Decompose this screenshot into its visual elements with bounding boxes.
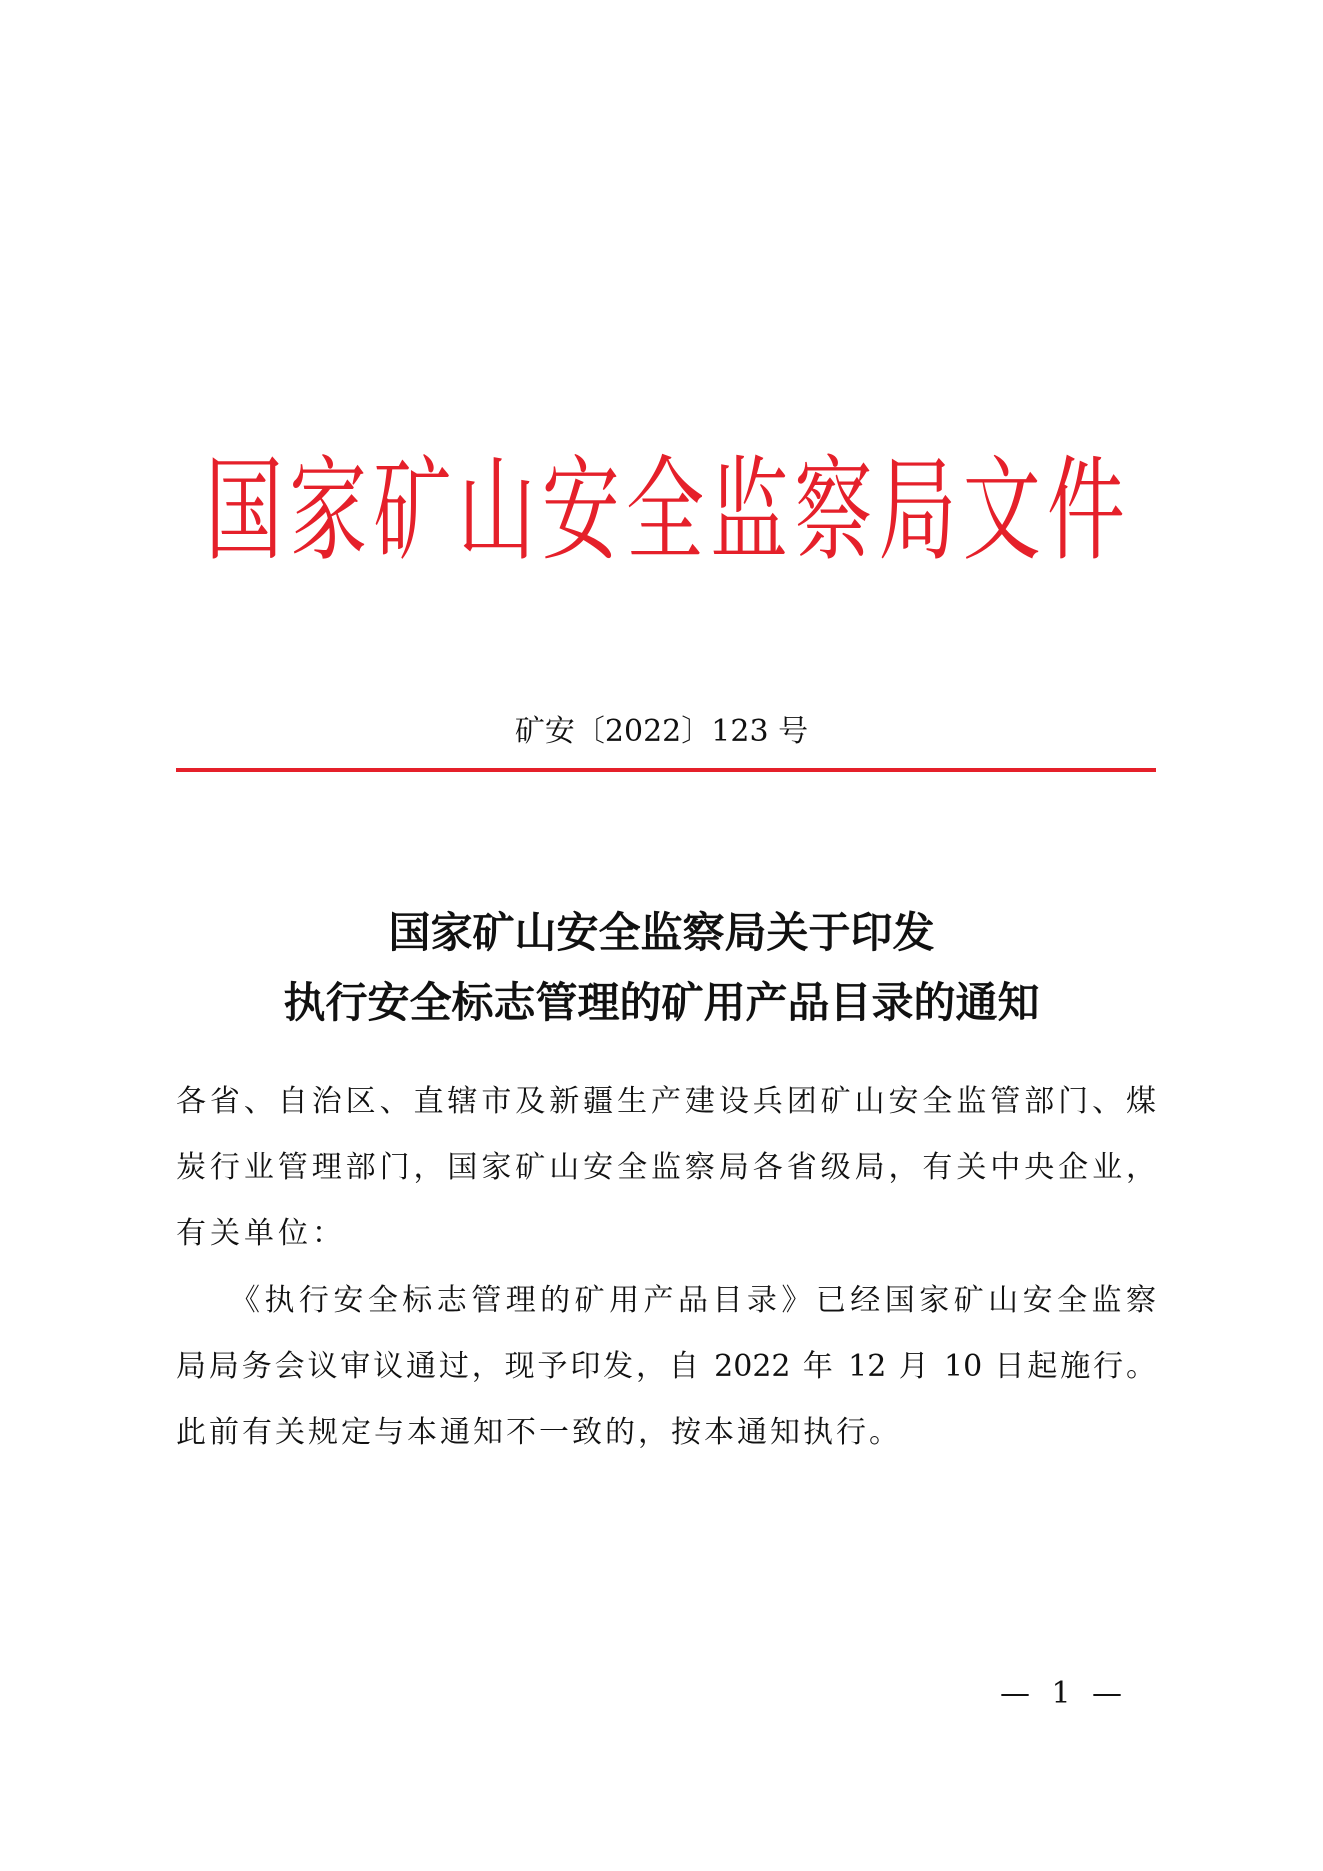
masthead-char: 全 [625, 446, 704, 578]
addressee-line-2: 炭行业管理部门，国家矿山安全监察局各省级局，有关中央企业， [176, 1150, 1156, 1185]
document-title-line-1: 国家矿山安全监察局关于印发 [388, 908, 935, 957]
masthead-char: 察 [794, 446, 873, 578]
addressee-line-3: 有关单位： [176, 1216, 346, 1251]
page-number-value: 1 [1051, 1676, 1071, 1711]
masthead-char: 文 [962, 446, 1041, 578]
page-dash-left: — [1000, 1676, 1030, 1711]
body-paragraph-line-2: 局局务会议审议通过，现予印发，自 2022 年 12 月 10 日起施行。 [176, 1349, 1156, 1384]
page-dash-right: — [1092, 1676, 1122, 1711]
body-paragraph-line-1: 《执行安全标志管理的矿用产品目录》已经国家矿山安全监察 [230, 1283, 1156, 1318]
masthead-char: 监 [710, 446, 789, 578]
document-masthead [205, 446, 1125, 578]
masthead-char: 家 [289, 446, 368, 578]
addressee-line-1: 各省、自治区、直辖市及新疆生产建设兵团矿山安全监管部门、煤 [176, 1084, 1156, 1119]
red-divider [176, 768, 1156, 772]
document-title-line-2: 执行安全标志管理的矿用产品目录的通知 [283, 978, 1040, 1027]
document-number: 矿安〔2022〕123 号 [514, 714, 809, 749]
masthead-char: 山 [457, 446, 536, 578]
masthead-char: 矿 [373, 446, 452, 578]
masthead-char: 局 [878, 446, 957, 578]
masthead-char: 国 [205, 446, 284, 578]
page-number [1000, 1676, 1122, 1711]
masthead-char: 件 [1046, 446, 1125, 578]
body-paragraph-line-3: 此前有关规定与本通知不一致的，按本通知执行。 [176, 1415, 902, 1450]
masthead-char: 安 [541, 446, 620, 578]
